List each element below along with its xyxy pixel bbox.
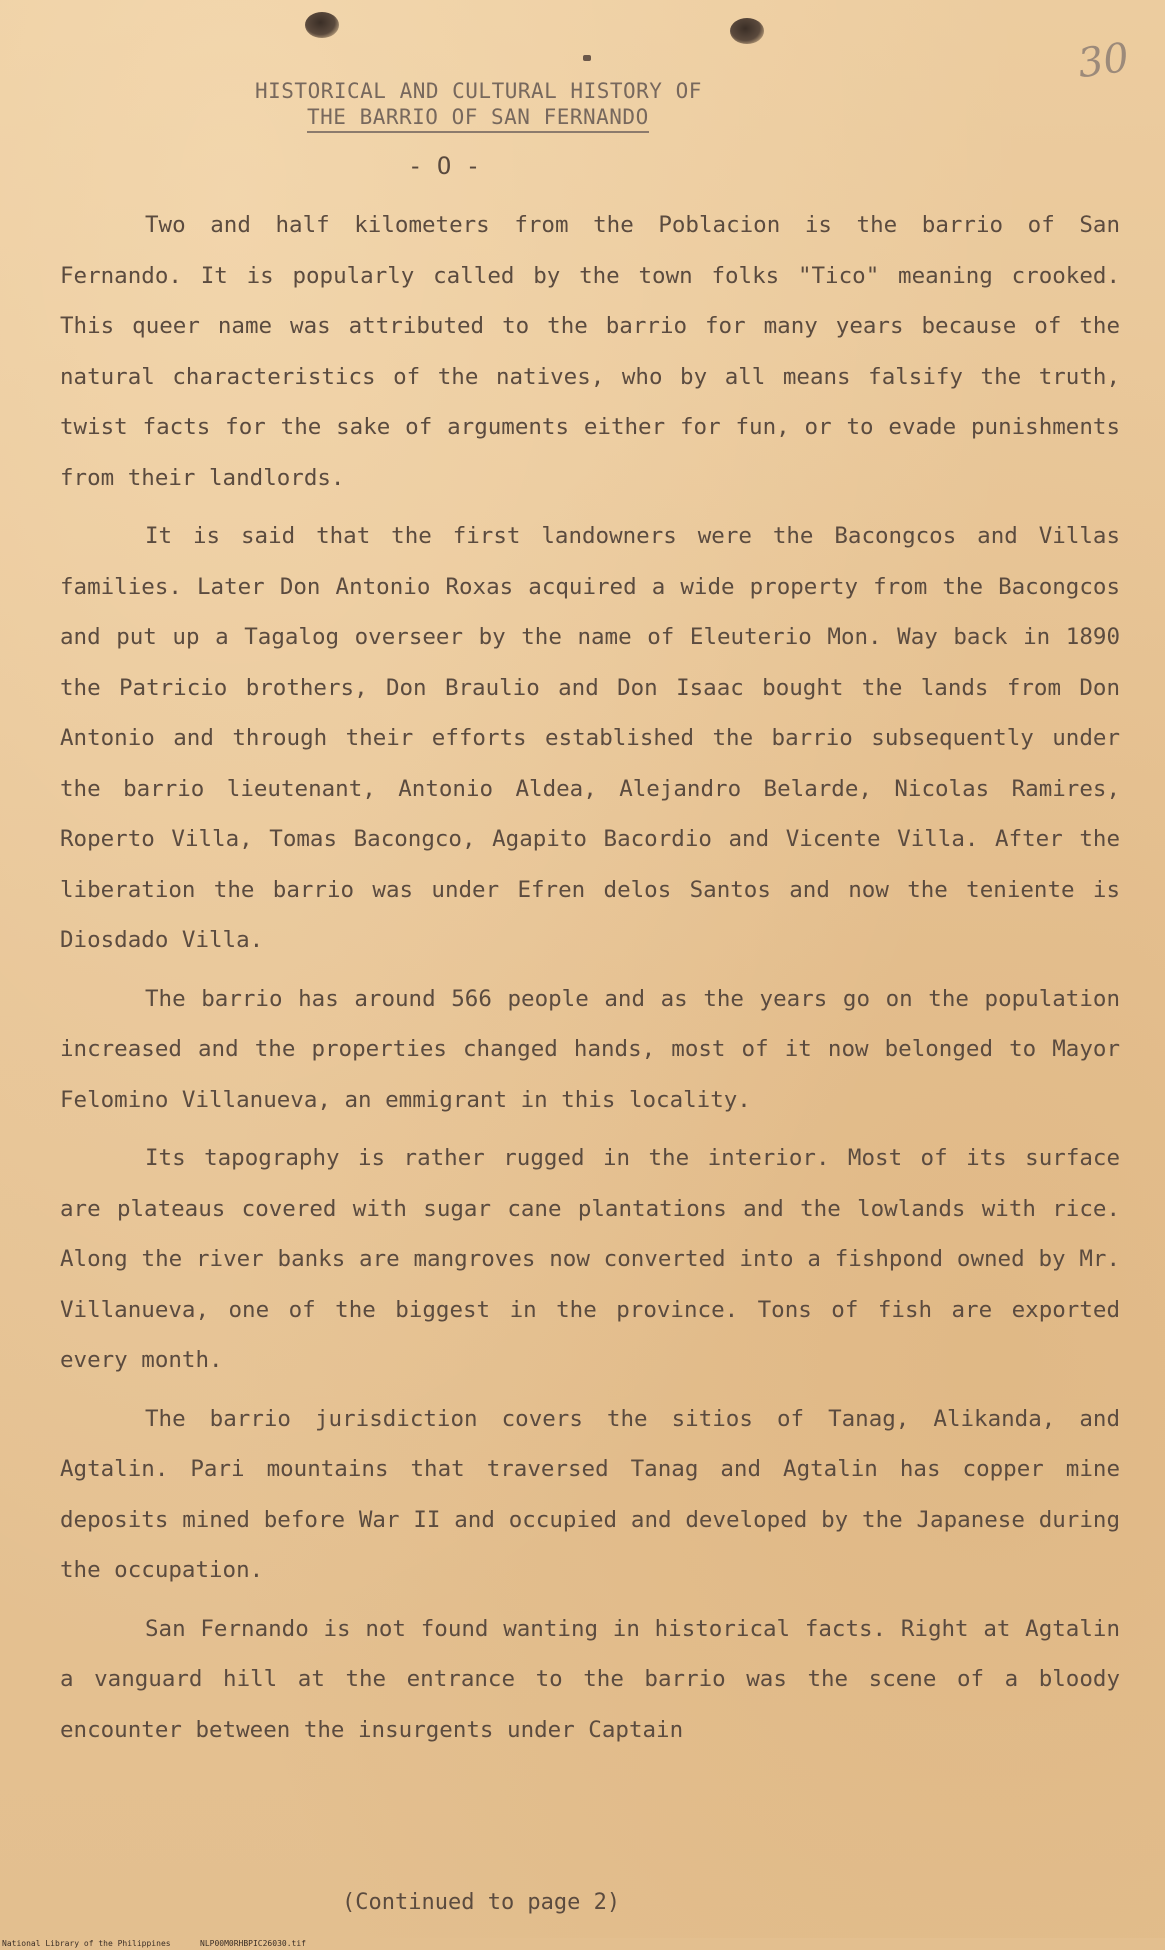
paragraph-6: San Fernando is not found wanting in historical facts. Right at Agtalin a vanguard hill at the entrance to the barrio was the scene of a bloody encounter between the insurgents under Captain	[60, 1615, 1120, 1743]
paragraph-2: It is said that the first landowners were the Bacongcos and Villas families. Later Don Antonio Roxas acquired a wide property from the Bacongcos and put up a Tagalog overseer by the name of Eleuterio Mon. Way back in 1890 the Patricio brothers, Don Braulio and Don Isaac bought the lands from Don Antonio and through their efforts established the barrio subsequently under the barrio lieutenant, Antonio Aldea, Alejandro Belarde, Nicolas Ramires, Roperto Villa, Tomas Bacongco, Agapito Bacordio and Vicente Villa. After the liberation the barrio was under Efren delos Santos and now the teniente is Diosdado Villa.	[60, 523, 1120, 953]
handwritten-page-number: 30	[1075, 34, 1132, 88]
document-title	[255, 78, 815, 133]
footer-library: National Library of the Philippines	[2, 1939, 171, 1948]
ink-mark	[583, 55, 591, 61]
scan-footer	[0, 1938, 1165, 1950]
title-line-1: HISTORICAL AND CULTURAL HISTORY OF	[255, 79, 702, 103]
paragraph-3: The barrio has around 566 people and as the years go on the population increased and the properties changed hands, most of it now belonged to Mayor Felomino Villanueva, an emmigrant in this locality.	[60, 985, 1120, 1113]
paragraph-1: Two and half kilometers from the Poblacion is the barrio of San Fernando. It is popularly called by the town folks "Tico" meaning crooked. This queer name was attributed to the barrio for many years because of the natural characteristics of the natives, who by all means falsify the truth, twist facts for the sake of arguments either for fun, or to evade punishments from their landlords.	[60, 212, 1120, 491]
section-divider: - O -	[408, 152, 481, 180]
footer-filename: NLP00M0RHBPIC26030.tif	[200, 1939, 306, 1948]
document-body	[60, 200, 1120, 1763]
punch-hole-left	[305, 12, 339, 38]
punch-hole-right	[730, 18, 764, 44]
paragraph-5: The barrio jurisdiction covers the sitios of Tanag, Alikanda, and Agtalin. Pari mountains that traversed Tanag and Agtalin has copper mine deposits mined before War II and occupied and developed by the Japanese during the occupation.	[60, 1405, 1120, 1583]
continued-note: (Continued to page 2)	[342, 1890, 621, 1915]
title-line-2: THE BARRIO OF SAN FERNANDO	[307, 104, 649, 133]
paragraph-4: Its tapography is rather rugged in the interior. Most of its surface are plateaus covered with sugar cane plantations and the lowlands with rice. Along the river banks are mangroves now converted into a fishpond owned by Mr. Villanueva, one of the biggest in the province. Tons of fish are exported every month.	[60, 1145, 1120, 1373]
